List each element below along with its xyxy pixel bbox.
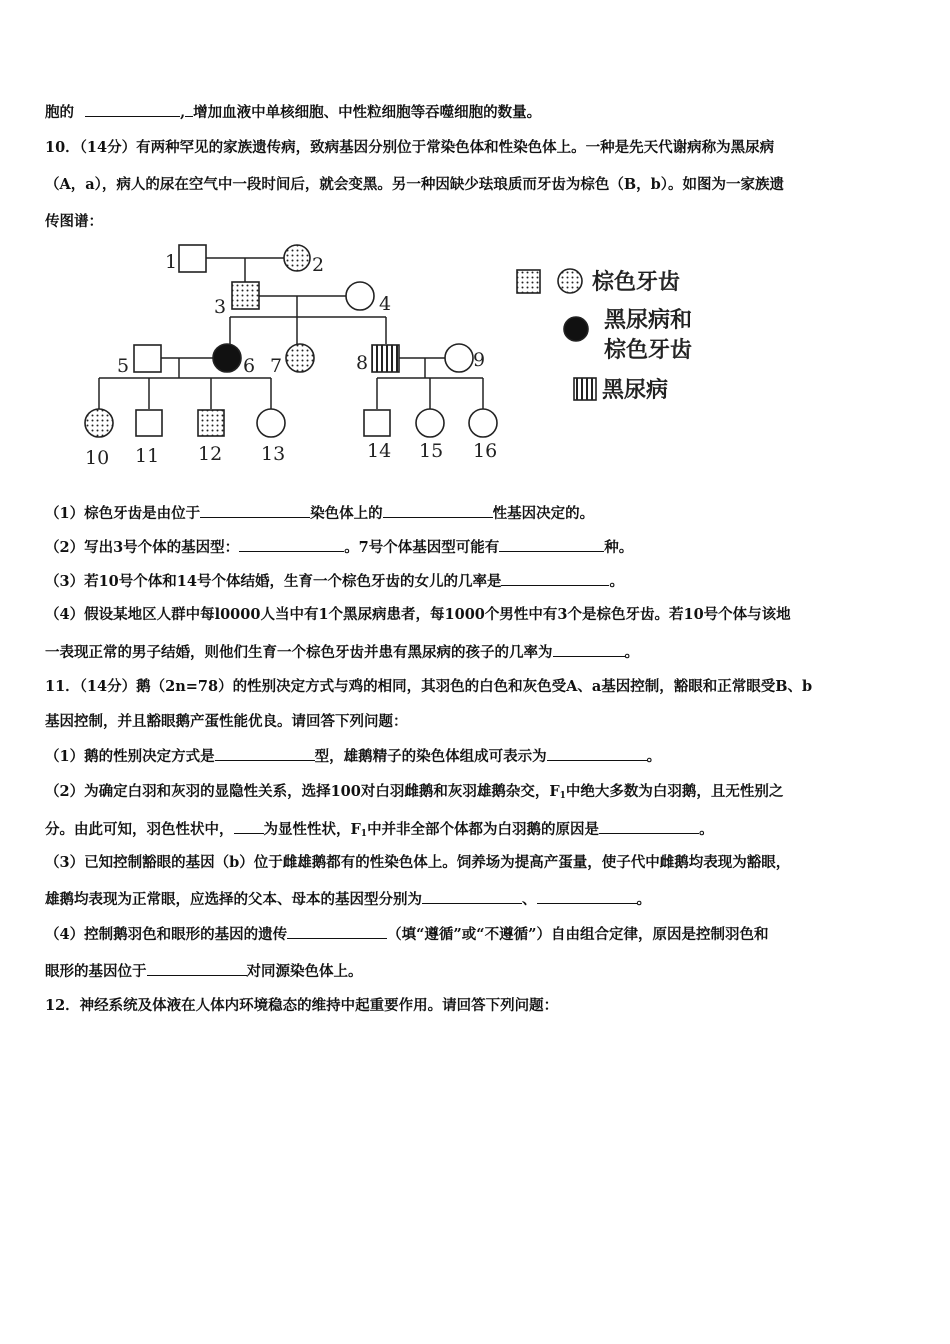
q11-sub-1: （1）鹅的性别决定方式是 型，雄鹅精子的染色体组成可表示为 。 [45, 748, 662, 765]
label-14: 14 [367, 440, 392, 462]
pedigree-legend [510, 255, 750, 415]
q10-sub-3: （3）若10号个体和14号个体结婚，生育一个棕色牙齿的女儿的几率是 。 [45, 573, 624, 590]
answer-blank[interactable] [547, 746, 647, 761]
individual-2 [284, 245, 310, 271]
individual-14 [364, 410, 390, 436]
legend-both-line2: 棕色牙齿 [604, 337, 693, 363]
q10-sub-4-line-1: （4）假设某地区人群中每l0000人当中有1个黑尿病患者，每1000个男性中有3个是棕色牙齿。若10号个体与该地 [45, 606, 791, 623]
individual-10 [85, 409, 113, 437]
individual-8 [372, 345, 399, 372]
label-4: 4 [379, 293, 392, 315]
legend-circle-filled [564, 317, 588, 341]
legend-circle-dotted [558, 269, 582, 293]
label-16: 16 [473, 440, 498, 462]
individual-7 [286, 344, 314, 372]
label-2: 2 [312, 254, 325, 276]
answer-blank[interactable] [599, 819, 699, 834]
individual-9 [445, 344, 473, 372]
text-line-top: 胞的 , 增加血液中单核细胞、中性粒细胞等吞噬细胞的数量。 [45, 104, 542, 121]
individual-16 [469, 409, 497, 437]
legend-both-line1: 黑尿病和 [604, 307, 693, 333]
q10-sub-4-line-2: 一表现正常的男子结婚，则他们生育一个棕色牙齿并患有黑尿病的孩子的几率为 。 [45, 644, 639, 661]
label-1: 1 [165, 251, 178, 273]
q11-sub-2-line-1: （2）为确定白羽和灰羽的显隐性关系，选择100对白羽雌鹅和灰羽雄鹅杂交，$F_1$中绝大多数为白羽鹅，且无性别之 [45, 783, 784, 801]
answer-blank[interactable] [501, 571, 609, 586]
q12-text: 12．神经系统及体液在人体内环境稳态的维持中起重要作用。请回答下列问题： [45, 997, 559, 1014]
answer-blank[interactable] [85, 102, 180, 117]
q11-sub-4-line-1: （4）控制鹅羽色和眼形的基因的遗传 （填“遵循”或“不遵循”）自由组合定律，原因是控制羽色和 [45, 926, 769, 943]
answer-blank[interactable] [553, 642, 625, 657]
label-9: 9 [473, 349, 486, 371]
q11-sub-3-line-2: 雄鹅均表现为正常眼，应选择的父本、母本的基因型分别为 、 。 [45, 891, 651, 908]
pedigree-chart [75, 238, 520, 473]
q11-intro-line-2: 基因控制，并且豁眼鹅产蛋性能优良。请回答下列问题： [45, 713, 408, 730]
individual-1 [179, 245, 206, 272]
individual-15 [416, 409, 444, 437]
individual-11 [136, 410, 162, 436]
label-15: 15 [419, 440, 444, 462]
q10-intro-line-1: 10．（14分）有两种罕见的家族遗传病，致病基因分别位于常染色体和性染色体上。一种是先天代谢病称为黑尿病 [45, 139, 775, 156]
individual-13 [257, 409, 285, 437]
legend-square-dotted [517, 270, 540, 293]
answer-blank[interactable] [147, 961, 247, 976]
q11-intro-line-1: 11．（14分）鹅（2n=78）的性别决定方式与鸡的相同，其羽色的白色和灰色受A、a基因控制，豁眼和正常眼受B、b [45, 678, 813, 695]
answer-blank[interactable] [239, 537, 344, 552]
q10-intro-line-2: （A，a），病人的尿在空气中一段时间后，就会变黑。另一种因缺少珐琅质而牙齿为棕色（B，b）。如图为一家族遗 [45, 176, 785, 193]
label-3: 3 [214, 296, 227, 318]
label-5: 5 [117, 355, 130, 377]
label-7: 7 [270, 355, 283, 377]
label-6: 6 [243, 355, 256, 377]
q11-sub-3-line-1: （3）已知控制豁眼的基因（b）位于雌雄鹅都有的性染色体上。饲养场为提高产蛋量，使子代中雌鹅均表现为豁眼， [45, 854, 791, 871]
answer-blank[interactable] [287, 924, 387, 939]
individual-5 [134, 345, 161, 372]
answer-blank[interactable] [200, 503, 310, 518]
answer-blank[interactable] [383, 503, 493, 518]
legend-brown-teeth: 棕色牙齿 [592, 269, 681, 295]
answer-blank[interactable] [537, 889, 637, 904]
individual-4 [346, 282, 374, 310]
answer-blank[interactable] [185, 102, 193, 117]
legend-alkaptonuria: 黑尿病 [602, 377, 669, 403]
answer-blank[interactable] [499, 537, 604, 552]
answer-blank[interactable] [422, 889, 522, 904]
q10-intro-line-3: 传图谱： [45, 213, 103, 230]
label-8: 8 [356, 352, 369, 374]
answer-blank[interactable] [215, 746, 315, 761]
q11-sub-2-line-2: 分。由此可知，羽色性状中， 为显性性状，$F_1$中并非全部个体都为白羽鹅的原因是 。 [45, 821, 714, 839]
individual-12 [198, 410, 224, 436]
individual-6 [213, 344, 241, 372]
q11-sub-4-line-2: 眼形的基因位于 对同源染色体上。 [45, 963, 363, 980]
label-13: 13 [261, 443, 286, 465]
label-11: 11 [135, 445, 160, 467]
q10-sub-2: （2）写出3号个体的基因型： 。7号个体基因型可能有 种。 [45, 539, 634, 556]
individual-3 [232, 282, 259, 309]
answer-blank[interactable] [234, 819, 264, 834]
legend-square-striped [574, 378, 596, 400]
label-10: 10 [85, 447, 110, 469]
q10-sub-1: （1）棕色牙齿是由位于 染色体上的 性基因决定的。 [45, 505, 595, 522]
label-12: 12 [198, 443, 223, 465]
